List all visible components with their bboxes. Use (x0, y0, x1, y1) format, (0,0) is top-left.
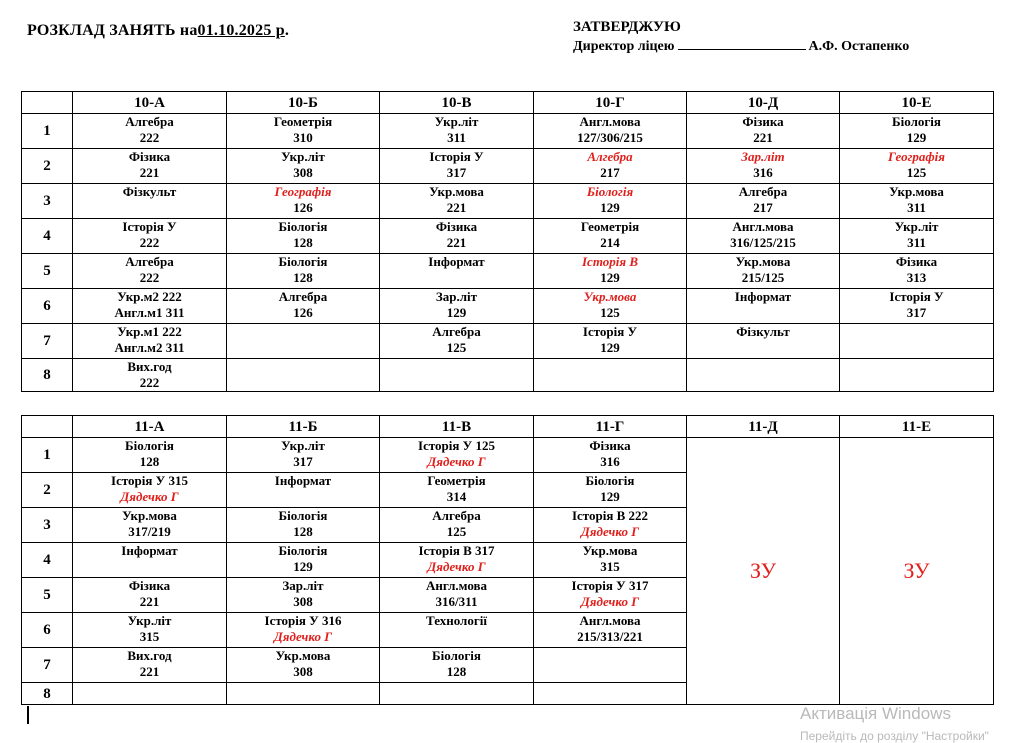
cell-text: Фізика (895, 254, 938, 269)
cell-text: Англ.мова (579, 114, 641, 129)
cell-text: Укр.літ (127, 613, 172, 628)
cell-text: Фізика (435, 219, 478, 234)
lesson-number: 7 (22, 324, 73, 359)
cell-text: 128 (293, 270, 313, 285)
cell-text: Історія У 315 (111, 473, 188, 488)
cell-text: 222 (139, 270, 160, 285)
approval-block (573, 18, 909, 56)
schedule-cell (687, 359, 840, 392)
schedule-cell (380, 149, 534, 184)
teacher-or-subject-highlight: Дядечко Г (427, 559, 486, 574)
schedule-cell (840, 149, 994, 184)
cell-text: 222 (139, 235, 160, 250)
cell-text: 314 (446, 489, 467, 504)
schedule-cell (227, 648, 380, 683)
schedule-cell (840, 254, 994, 289)
cell-text: 214 (600, 235, 620, 250)
class-header: 11-Е (840, 416, 994, 438)
cell-text: 317/219 (128, 524, 171, 539)
class-header: 11-Д (687, 416, 840, 438)
cell-text: 126 (293, 200, 313, 215)
cell-text: Фізкульт (736, 324, 790, 339)
cell-text: Вих.год (127, 648, 172, 663)
cell-text: Англ.м2 311 (114, 340, 185, 355)
cell-text: Історія В 317 (418, 543, 495, 558)
cell-text: Укр.мова (122, 508, 177, 523)
watermark-line-1: Активація Windows (800, 704, 951, 723)
title-suffix: . (284, 22, 290, 39)
teacher-or-subject-highlight: Історія В (582, 254, 638, 269)
schedule-cell (534, 648, 687, 683)
cell-text: Геометрія (580, 219, 640, 234)
schedule-cell (73, 324, 227, 359)
teacher-or-subject-highlight: Географія (274, 184, 332, 199)
cell-text: 127/306/215 (577, 130, 643, 145)
schedule-cell (227, 289, 380, 324)
title-date: 01.10.2025 р (197, 22, 285, 39)
lesson-number: 4 (22, 543, 73, 578)
schedule-cell (227, 184, 380, 219)
schedule-title (27, 22, 289, 40)
schedule-cell (73, 149, 227, 184)
class-header: 10-Д (687, 92, 840, 114)
lesson-number: 8 (22, 683, 73, 705)
cell-text: Зар.літ (435, 289, 478, 304)
schedule-cell (534, 473, 687, 508)
signature-line (678, 38, 806, 50)
cell-text: Фізкульт (122, 184, 177, 199)
cell-text: 221 (139, 594, 160, 609)
teacher-or-subject-highlight: Дядечко Г (580, 594, 640, 609)
schedule-cell (534, 219, 687, 254)
class-header: 10-Е (840, 92, 994, 114)
schedule-cell (380, 473, 534, 508)
schedule-cell (227, 683, 380, 705)
class-header: 11-Б (227, 416, 380, 438)
director-name: А.Ф. Остапенко (808, 39, 910, 54)
cell-text: Алгебра (432, 508, 481, 523)
class-header: 11-А (73, 416, 227, 438)
cell-text: Біологія (892, 114, 941, 129)
cell-text: 311 (907, 200, 926, 215)
cell-text: 217 (600, 165, 620, 180)
schedule-cell (380, 508, 534, 543)
cell-text: Укр.літ (894, 219, 939, 234)
cell-text: 310 (293, 130, 313, 145)
schedule-cell (227, 219, 380, 254)
cell-text: 128 (293, 524, 313, 539)
schedule-table-10 (21, 91, 994, 392)
cell-text: 221 (139, 165, 160, 180)
class-header: 10-Г (534, 92, 687, 114)
cell-text: 316 (600, 454, 620, 469)
schedule-cell (687, 114, 840, 149)
cell-text: Укр.мова (889, 184, 944, 199)
schedule-cell (534, 149, 687, 184)
approve-heading: ЗАТВЕРДЖУЮ (573, 19, 681, 35)
cell-text: Укр.мова (429, 184, 484, 199)
schedule-cell (380, 254, 534, 289)
class-header: 11-Г (534, 416, 687, 438)
schedule-cell (534, 683, 687, 705)
cell-text: 129 (600, 270, 620, 285)
cell-text: Фізика (742, 114, 784, 129)
cell-text: 311 (447, 130, 466, 145)
cell-text: 129 (600, 489, 620, 504)
cell-text: 222 (139, 375, 160, 390)
lesson-number: 6 (22, 613, 73, 648)
cell-text: Укр.мова (735, 254, 791, 269)
cell-text: Біологія (278, 254, 328, 269)
lesson-number: 8 (22, 359, 73, 392)
cell-text: 308 (293, 664, 313, 679)
schedule-cell (227, 324, 380, 359)
schedule-cell (227, 438, 380, 473)
lesson-number: 3 (22, 508, 73, 543)
cell-text: 316 (753, 165, 773, 180)
schedule-cell (73, 254, 227, 289)
schedule-cell (380, 578, 534, 613)
schedule-cell (73, 543, 227, 578)
cell-text: Історія У 125 (418, 438, 495, 453)
schedule-cell (227, 543, 380, 578)
teacher-or-subject-highlight: Дядечко Г (273, 629, 333, 644)
cell-text: 313 (906, 270, 927, 285)
cell-text: Вих.год (127, 359, 172, 374)
cell-text: Укр.м2 222 (117, 289, 182, 304)
cell-text: 315 (600, 559, 620, 574)
table-row (22, 254, 994, 289)
cell-text: Інформат (274, 473, 332, 488)
schedule-cell (380, 683, 534, 705)
cell-text: Історія У (122, 219, 177, 234)
cell-text: 221 (139, 664, 160, 679)
schedule-table-11 (21, 415, 994, 705)
cell-text: 317 (906, 305, 927, 320)
cell-text: Укр.мова (582, 543, 638, 558)
cell-text: 317 (446, 165, 467, 180)
table-row (22, 438, 994, 473)
schedule-cell (534, 289, 687, 324)
schedule-cell (380, 359, 534, 392)
schedule-cell (380, 114, 534, 149)
cell-text: Історія У (429, 149, 484, 164)
merged-zu-cell: ЗУ (840, 438, 994, 705)
schedule-cell (534, 613, 687, 648)
schedule-cell (534, 114, 687, 149)
cell-text: Біологія (278, 508, 328, 523)
cell-text: 221 (753, 130, 773, 145)
corner-cell (22, 92, 73, 114)
teacher-or-subject-highlight: Географія (888, 149, 945, 164)
schedule-cell (534, 508, 687, 543)
table-row (22, 359, 994, 392)
schedule-cell (73, 473, 227, 508)
watermark-line-2: Перейдіть до розділу "Настройки" (800, 729, 989, 743)
schedule-cell (687, 289, 840, 324)
table-row (22, 219, 994, 254)
cell-text: 315 (139, 629, 160, 644)
schedule-cell (687, 184, 840, 219)
cell-text: Зар.літ (282, 578, 324, 593)
schedule-cell (73, 289, 227, 324)
cell-text: 215/125 (741, 270, 785, 285)
cell-text: Геометрія (427, 473, 486, 488)
cell-text: Інформат (121, 543, 178, 558)
cell-text: Інформат (428, 254, 485, 269)
cell-text: Історія У (582, 324, 638, 339)
schedule-cell (380, 438, 534, 473)
lesson-number: 1 (22, 438, 73, 473)
schedule-cell (227, 359, 380, 392)
cell-text: Укр.літ (281, 149, 325, 164)
schedule-cell (73, 648, 227, 683)
cell-text: 129 (906, 130, 927, 145)
schedule-cell (227, 578, 380, 613)
cell-text: 129 (600, 200, 620, 215)
cell-text: 129 (600, 340, 620, 355)
cell-text: Історія У 316 (264, 613, 342, 628)
cell-text: Алгебра (125, 114, 174, 129)
cell-text: Укр.літ (434, 114, 479, 129)
schedule-cell (380, 184, 534, 219)
schedule-cell (73, 508, 227, 543)
cell-text: Біологія (125, 438, 174, 453)
schedule-cell (534, 324, 687, 359)
lesson-number: 2 (22, 149, 73, 184)
cell-text: 125 (600, 305, 620, 320)
schedule-cell (534, 359, 687, 392)
schedule-cell (73, 613, 227, 648)
schedule-cell (73, 578, 227, 613)
schedule-cell (73, 683, 227, 705)
merged-zu-cell: ЗУ (687, 438, 840, 705)
lesson-number: 1 (22, 114, 73, 149)
cell-text: Англ.мова (425, 578, 488, 593)
cell-text: 317 (293, 454, 313, 469)
class-header: 11-В (380, 416, 534, 438)
schedule-cell (687, 149, 840, 184)
cell-text: 128 (293, 235, 313, 250)
schedule-cell (73, 184, 227, 219)
schedule-cell (380, 613, 534, 648)
schedule-cell (687, 254, 840, 289)
cell-text: 126 (293, 305, 313, 320)
cell-text: Історія У 317 (571, 578, 649, 593)
cell-text: Інформат (734, 289, 792, 304)
cell-text: Геометрія (273, 114, 333, 129)
schedule-cell (73, 114, 227, 149)
lesson-number: 4 (22, 219, 73, 254)
cell-text: 308 (293, 594, 313, 609)
cell-text: Англ.мова (579, 613, 641, 628)
schedule-cell (227, 508, 380, 543)
schedule-cell (687, 324, 840, 359)
schedule-cell (840, 324, 994, 359)
schedule-cell (534, 438, 687, 473)
cell-text: 217 (753, 200, 773, 215)
cell-text: 215/313/221 (577, 629, 643, 644)
lesson-number: 7 (22, 648, 73, 683)
teacher-or-subject-highlight: Укр.мова (583, 289, 637, 304)
schedule-cell (227, 254, 380, 289)
table-row (22, 149, 994, 184)
lesson-number: 5 (22, 254, 73, 289)
lesson-number: 5 (22, 578, 73, 613)
schedule-cell (380, 289, 534, 324)
schedule-cell (227, 114, 380, 149)
cell-text: 316/311 (435, 594, 478, 609)
schedule-cell (380, 219, 534, 254)
lesson-number: 3 (22, 184, 73, 219)
schedule-cell (840, 219, 994, 254)
cell-text: Алгебра (432, 324, 481, 339)
teacher-or-subject-highlight: Алгебра (587, 149, 633, 164)
schedule-cell (840, 359, 994, 392)
cell-text: 308 (293, 165, 313, 180)
cell-text: 222 (139, 130, 160, 145)
table-row (22, 184, 994, 219)
cell-text: Біологія (278, 219, 328, 234)
cell-text: Укр.літ (281, 438, 325, 453)
cell-text: Фізика (589, 438, 631, 453)
class-header: 10-В (380, 92, 534, 114)
schedule-cell (227, 613, 380, 648)
teacher-or-subject-highlight: Дядечко Г (120, 489, 179, 504)
text-cursor (27, 706, 29, 724)
cell-text: 129 (293, 559, 313, 574)
schedule-cell (687, 219, 840, 254)
schedule-cell (534, 543, 687, 578)
cell-text: Англ.м1 311 (114, 305, 185, 320)
cell-text: 125 (906, 165, 927, 180)
schedule-cell (840, 114, 994, 149)
cell-text: 125 (446, 524, 467, 539)
lesson-number: 2 (22, 473, 73, 508)
cell-text: Алгебра (278, 289, 328, 304)
teacher-or-subject-highlight: Зар.літ (741, 149, 785, 164)
schedule-cell (73, 219, 227, 254)
cell-text: Алгебра (125, 254, 174, 269)
teacher-or-subject-highlight: Дядечко Г (580, 524, 640, 539)
lesson-number: 6 (22, 289, 73, 324)
cell-text: Фізика (128, 149, 171, 164)
schedule-cell (73, 359, 227, 392)
table-header-row (22, 92, 994, 114)
cell-text: Біологія (278, 543, 328, 558)
cell-text: Історія В 222 (571, 508, 649, 523)
table-header-row (22, 416, 994, 438)
schedule-cell (380, 648, 534, 683)
cell-text: 311 (907, 235, 926, 250)
schedule-cell (840, 184, 994, 219)
schedule-cell (534, 184, 687, 219)
schedule-cell (534, 254, 687, 289)
table-row (22, 114, 994, 149)
corner-cell (22, 416, 73, 438)
cell-text: 128 (139, 454, 160, 469)
cell-text: 129 (446, 305, 467, 320)
cell-text: 221 (446, 235, 467, 250)
table-row (22, 289, 994, 324)
schedule-cell (227, 473, 380, 508)
cell-text: 128 (446, 664, 467, 679)
cell-text: Англ.мова (732, 219, 794, 234)
cell-text: 221 (446, 200, 467, 215)
cell-text: Укр.м1 222 (117, 324, 182, 339)
cell-text: Укр.мова (275, 648, 331, 663)
schedule-cell (380, 543, 534, 578)
schedule-cell (840, 289, 994, 324)
cell-text: Біологія (585, 473, 635, 488)
schedule-cell (534, 578, 687, 613)
schedule-cell (227, 149, 380, 184)
cell-text: Фізика (128, 578, 171, 593)
director-label: Директор ліцею (573, 39, 675, 54)
cell-text: 316/125/215 (730, 235, 796, 250)
teacher-or-subject-highlight: Дядечко Г (427, 454, 486, 469)
cell-text: Алгебра (738, 184, 788, 199)
cell-text: Біологія (432, 648, 481, 663)
cell-text: Історія У (889, 289, 944, 304)
schedule-cell (73, 438, 227, 473)
cell-text: 125 (446, 340, 467, 355)
class-header: 10-А (73, 92, 227, 114)
title-prefix: РОЗКЛАД ЗАНЯТЬ на (27, 22, 198, 39)
schedule-cell (380, 324, 534, 359)
cell-text: Технології (426, 613, 487, 628)
windows-activation-watermark (800, 704, 989, 743)
director-line (573, 37, 909, 56)
teacher-or-subject-highlight: Біологія (586, 184, 634, 199)
table-row (22, 324, 994, 359)
class-header: 10-Б (227, 92, 380, 114)
